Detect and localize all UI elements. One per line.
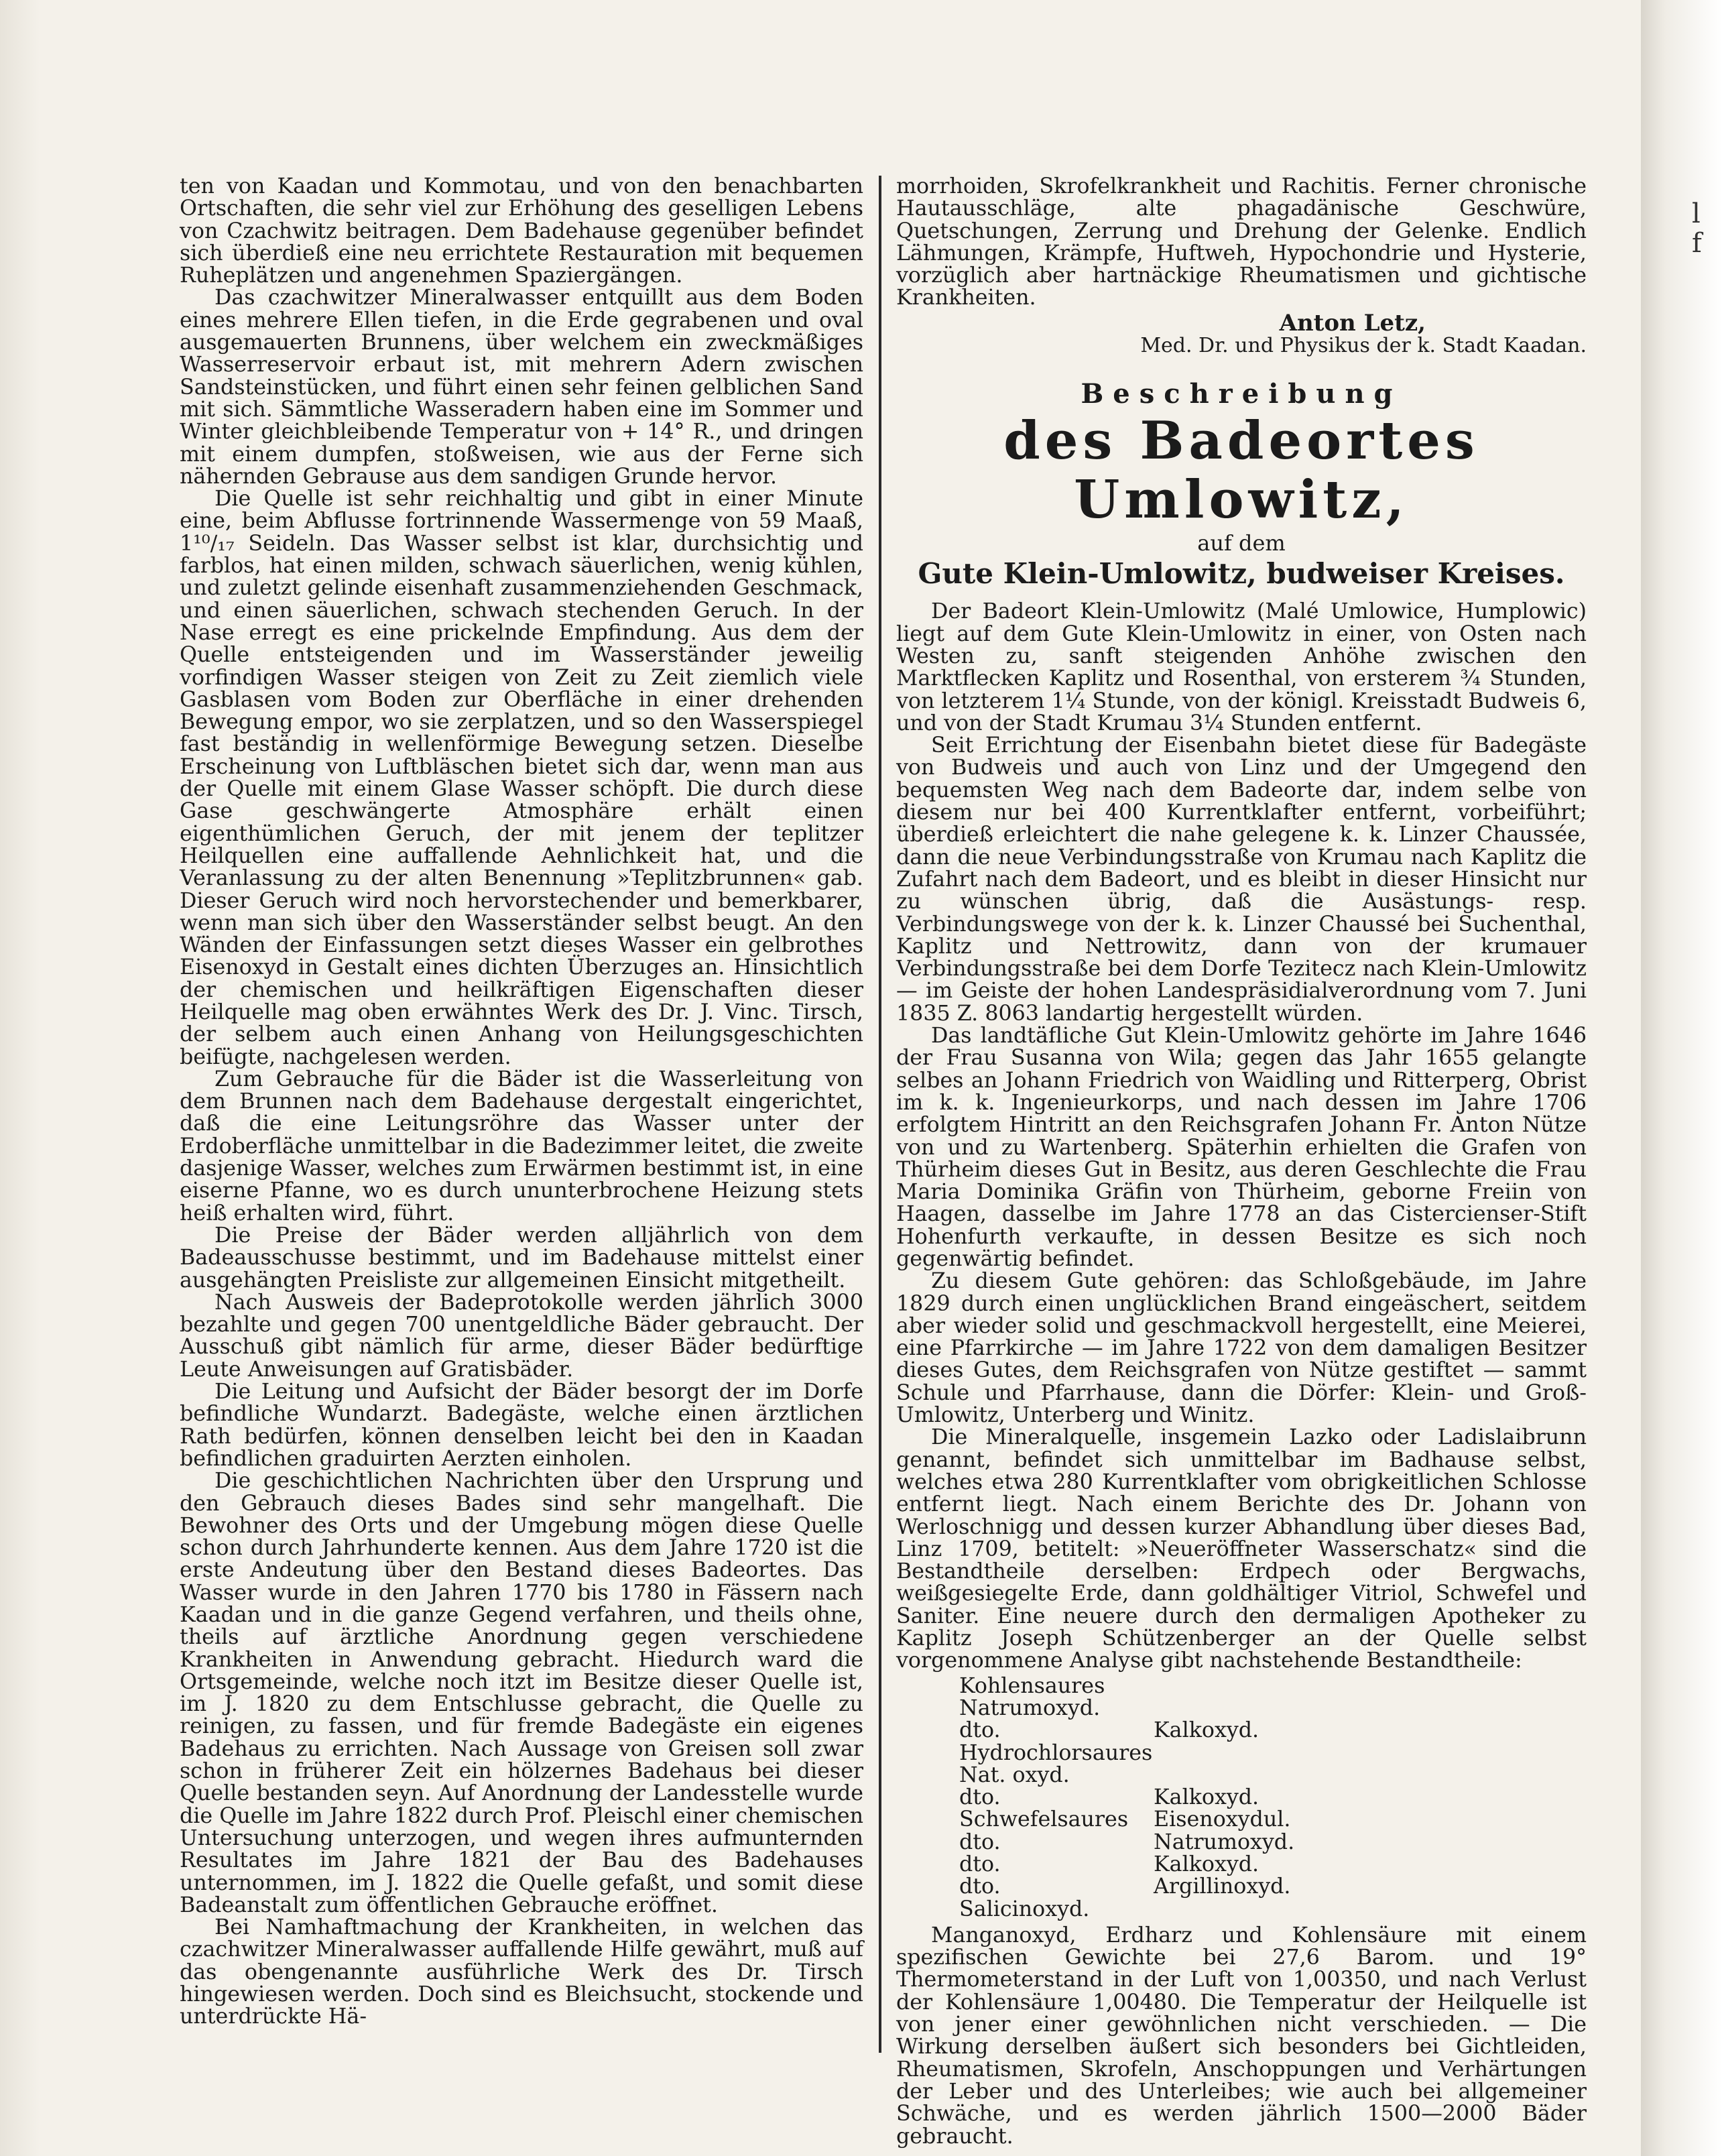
- page-edge-left: [0, 0, 40, 2156]
- list-item: [959, 1720, 1587, 1742]
- adjacent-page-fragment: f: [1692, 228, 1702, 259]
- constituent-name: dto.: [959, 1830, 1001, 1854]
- list-item: [959, 1899, 1587, 1921]
- paragraph: Zu diesem Gute gehören: das Schloßgebäude, im Jahre 1829 durch einen unglücklichen Brand eingeäschert, seitdem aber wieder solid und geschmackvoll hergestellt, eine Meierei, eine Pfarrkirche — im Jahre 1722 von dem damaligen Besitzer dieses Gutes, dem Reichsgrafen von Nütze gestiftet — sammt Schule und Pfarrhause, dann die Dörfer: Klein- und Groß-Umlowitz, Unterberg und Winitz.: [896, 1269, 1587, 1428]
- list-item: [959, 1832, 1587, 1854]
- constituent-name: dto.: [959, 1785, 1001, 1810]
- left-column: [180, 176, 863, 2053]
- paragraph: Manganoxyd, Erdharz und Kohlensäure mit einem spezifischen Gewichte bei 27,6 Barom. und 19° Thermometerstand in der Luft von 1,00350, und nach Verlust der Kohlensäure 1,00480. Die Temperatur der Heilquelle ist von jener einer gewöhnlichen nicht verschieden. — Die Wirkung derselben äußert sich besonders bei Gichtleiden, Rheumatismen, Skrofeln, Anschoppungen und Verhärtungen der Leber und des Unterleibes; wie auch bei allgemeiner Schwäche, und es werden jährlich 1500—2000 Bäder gebraucht.: [896, 1923, 1587, 2149]
- signature-title: Med. Dr. und Physikus der k. Stadt Kaadan.: [1140, 334, 1587, 358]
- list-item: [959, 1787, 1587, 1809]
- list-item: [959, 1809, 1587, 1831]
- paragraph: Die Leitung und Aufsicht der Bäder besorgt der im Dorfe befindliche Wundarzt. Badegäste, welche einen ärztlichen Rath bedürfen, können denselben leicht bei den in Kaadan befindlichen graduirten Aerzten einholen.: [180, 1380, 863, 1471]
- paragraph: Seit Errichtung der Eisenbahn bietet diese für Badegäste von Budweis und auch von Linz und der Umgegend den bequemsten Weg nach dem Badeorte dar, indem selbe von diesem nur bei 400 Kurrentklafter entfernt, vorbeiführt; überdieß erleichtert die nahe gelegene k. k. Linzer Chaussée, dann die neue Verbindungsstraße von Krumau nach Kaplitz die Zufahrt nach dem Badeort, und es bleibt in dieser Hinsicht nur zu wünschen übrig, daß die Ausästungs- resp. Verbindungswege von der k. k. Linzer Chaussé bei Suchenthal, Kaplitz und Nettrowitz, dann von der krumauer Verbindungsstraße bei dem Dorfe Tezitecz nach Klein-Umlowitz — im Geiste der hohen Landespräsidialverordnung vom 7. Juni 1835 Z. 8063 landartig hergestellt würden.: [896, 733, 1587, 1026]
- constituent-compound: Kalkoxyd.: [1154, 1785, 1259, 1810]
- constituent-name: dto.: [959, 1852, 1001, 1876]
- paragraph: Bei Namhaftmachung der Krankheiten, in welchen das czachwitzer Mineralwasser auffallende Hilfe gewährt, muß auf das obengenannte ausführliche Werk des Dr. Tirsch hingewiesen werden. Doch sind es Bleichsucht, stockende und unterdrückte Hä-: [180, 1915, 863, 2029]
- constituent-name: Schwefelsaures: [959, 1807, 1129, 1832]
- paragraph: Zum Gebrauche für die Bäder ist die Wasserleitung von dem Brunnen nach dem Badehause dergestalt eingerichtet, daß die eine Leitungsröhre das Wasser unter der Erdoberfläche unmittelbar in die Badezimmer leitet, die zweite dasjenige Wasser, welches zum Erwärmen bestimmt ist, in eine eiserne Pfanne, wo es durch ununterbrochene Heizung stets heiß erhalten wird, führt.: [180, 1067, 863, 1225]
- constituent-compound: [1154, 1742, 1587, 1787]
- adjacent-page-fragment: l: [1692, 198, 1701, 229]
- paragraph: ten von Kaadan und Kommotau, und von den benachbarten Ortschaften, die sehr viel zur Erhöhung des geselligen Lebens von Czachwitz beitragen. Dem Badehause gegenüber befindet sich überdieß eine neu errichtete Restauration mit bequemen Ruheplätzen und angenehmen Spaziergängen.: [180, 174, 863, 288]
- paragraph: Das landtäfliche Gut Klein-Umlowitz gehörte im Jahre 1646 der Frau Susanna von Wila; gegen das Jahr 1655 gelangte selbes an Johann Friedrich von Waidling und Ritterperg, Obrist im k. k. Ingenieurkorps, und nach dessen im Jahre 1706 erfolgtem Hintritt an den Reichsgrafen Johann Fr. Anton Nütze von und zu Wartenberg. Späterhin erhielten die Grafen von Thürheim dieses Gut in Besitz, aus deren Geschlechte die Frau Maria Dominika Gräfin von Thürheim, geborne Freiin von Haagen, dasselbe im Jahre 1778 an das Cistercienser-Stift Hohenfurth verkaufte, in dessen Besitze es sich noch gegenwärtig befindet.: [896, 1024, 1587, 1271]
- right-column: [896, 174, 1587, 2149]
- list-item: [959, 1876, 1587, 1898]
- paragraph: Der Badeort Klein-Umlowitz (Malé Umlowice, Humplowic) liegt auf dem Gute Klein-Umlowitz in einer, von Osten nach Westen zu, sanft steigenden Anhöhe zwischen den Marktflecken Kaplitz und Rosenthal, von ersterem ¾ Stunden, von letzterem 1¼ Stunde, von der königl. Kreisstadt Budweis 6, und von der Stadt Krumau 3¼ Stunden entfernt.: [896, 599, 1587, 735]
- constituent-name: Kohlensaures Natrumoxyd.: [959, 1673, 1105, 1720]
- heading-line: Beschreibung: [1081, 378, 1402, 410]
- heading-subtitle: Gute Klein-Umlowitz, budweiser Kreises.: [918, 557, 1565, 591]
- list-item: [959, 1854, 1587, 1876]
- constituent-compound: [1154, 1899, 1587, 1921]
- list-item: [959, 1675, 1587, 1720]
- constituent-name: dto.: [959, 1718, 1001, 1743]
- paragraph: Die geschichtlichen Nachrichten über den Ursprung und den Gebrauch dieses Bades sind sehr mangelhaft. Die Bewohner des Orts und der Umgebung mögen diese Quelle schon durch Jahrhunderte kennen. Aus dem Jahre 1720 ist die erste Andeutung über den Bestand dieses Badeortes. Das Wasser wurde in den Jahren 1770 bis 1780 in Fässern nach Kaadan und in die ganze Gegend verfahren, und theils ohne, theils auf ärztliche Anordnung gegen verschiedene Krankheiten in Anwendung gebracht. Hiedurch ward die Ortsgemeinde, welche noch itzt im Besitze dieser Quelle ist, im J. 1820 zu dem Entschlusse gebracht, die Quelle zu reinigen, zu fassen, und für fremde Badegäste ein eigenes Badehaus zu errichten. Nach Aussage von Greisen soll zwar schon in früherer Zeit ein hölzernes Badehaus bei dieser Quelle bestanden seyn. Auf Anordnung der Landesstelle wurde die Quelle im Jahre 1822 durch Prof. Pleischl einer chemischen Untersuchung unterzogen, und wegen ihres aufmunternden Resultates im Jahre 1821 der Bau des Badehauses unternommen, im J. 1822 die Quelle gefaßt, und somit diese Badeanstalt zum öffentlichen Gebrauche eröffnet.: [180, 1469, 863, 1917]
- constituent-compound: [1154, 1675, 1587, 1720]
- constituent-compound: Argillinoxyd.: [1154, 1874, 1291, 1899]
- paragraph: Die Quelle ist sehr reichhaltig und gibt in einer Minute eine, beim Abflusse fortrinnende Wassermenge von 59 Maaß, 1¹⁰/₁₇ Seideln. Das Wasser selbst ist klar, durchsichtig und farblos, hat einen milden, schwach säuerlichen, wenig kühlen, und zuletzt gelinde eisenhaft zusammenziehenden Geschmack, und einen säuerlichen, schwach stechenden Geruch. In der Nase erregt es eine prickelnde Empfindung. Aus dem der Quelle entsteigenden und im Wasserständer jeweilig vorfindigen Wasser steigen von Zeit zu Zeit ziemlich viele Gasblasen vom Boden zur Oberfläche in einer drehenden Bewegung empor, wo sie zerplatzen, und so den Wasserspiegel fast beständig in wellenförmige Bewegung setzen. Dieselbe Erscheinung von Luftbläschen bietet sich dar, wenn man aus der Quelle mit einem Glase Wasser schöpft. Die durch diese Gase geschwängerte Atmosphäre erhält einen eigenthümlichen Geruch, der mit jenem der teplitzer Heilquellen eine auffallende Aehnlichkeit hat, und die Veranlassung zu der alten Benennung »Teplitzbrunnen« gab. Dieser Geruch wird noch hervorstechender und bemerkbarer, wenn man sich über den Wasserständer selbst beugt. An den Wänden der Einfassungen setzt dieses Wasser ein gelbrothes Eisenoxyd in Gestalt eines dichten Überzuges an. Hinsichtlich der chemischen und heilkräftigen Eigenschaften dieser Heilquelle mag oben erwähntes Werk des Dr. J. Vinc. Tirsch, der selbem auch einen Anhang von Heilungsgeschichten beifügte, nachgelesen werden.: [180, 487, 863, 1069]
- paragraph: Nach Ausweis der Badeprotokolle werden jährlich 3000 bezahlte und gegen 700 unentgeldliche Bäder gebraucht. Der Ausschuß gibt nämlich für arme, dieser Bäder bedürftige Leute Anweisungen auf Gratisbäder.: [180, 1290, 863, 1382]
- heading-title: des Badeortes Umlowitz,: [1003, 410, 1479, 531]
- constituent-compound: Kalkoxyd.: [1154, 1852, 1259, 1876]
- constituent-name: Hydrochlorsaures Nat. oxyd.: [959, 1740, 1153, 1787]
- paragraph: Die Mineralquelle, insgemein Lazko oder Ladislaibrunn genannt, befindet sich unmittelbar im Badhause selbst, welches etwa 280 Kurrentklafter vom obrigkeitlichen Schlosse entfernt liegt. Nach einem Berichte des Dr. Johann von Werloschnigg und dessen kurzer Abhandlung über dieses Bad, Linz 1709, betitelt: »Neueröffneter Wasserschatz« sind die Bestandtheile derselben: Erdpech oder Bergwachs, weißgesiegelte Erde, dann goldhältiger Vitriol, Schwefel und Saniter. Eine neuere durch den dermaligen Apotheker zu Kaplitz Joseph Schützenberger an der Quelle selbst vorgenommene Analyse gibt nachstehende Bestandtheile:: [896, 1425, 1587, 1673]
- paragraph: Das czachwitzer Mineralwasser entquillt aus dem Boden eines mehrere Ellen tiefen, in die Erde gegrabenen und oval ausgemauerten Brunnens, über welchem ein zweckmäßiges Wasserreservoir erbaut ist, mit mehrern Adern zwischen Sandsteinstücken, und führt einen sehr feinen gelblichen Sand mit sich. Sämmtliche Wasseradern haben eine im Sommer und Winter gleichbleibende Temperatur von + 14° R., und dringen mit einem dumpfen, stoßweisen, wie aus der Ferne sich nähernden Gebrause aus dem sandigen Grunde hervor.: [180, 286, 863, 489]
- paragraph: morrhoiden, Skrofelkrankheit und Rachitis. Ferner chronische Hautausschläge, alte phagadänische Geschwüre, Quetschungen, Zerrung und Drehung der Gelenke. Endlich Lähmungen, Krämpfe, Huftweh, Hypochondrie und Hysterie, vorzüglich aber hartnäckige Rheumatismen und gichtische Krankheiten.: [896, 174, 1587, 310]
- page-edge-right: [1641, 0, 1722, 2156]
- section-heading: [896, 377, 1587, 591]
- constituent-compound: Kalkoxyd.: [1154, 1718, 1259, 1743]
- constituent-name: Salicinoxyd.: [959, 1897, 1090, 1921]
- constituent-compound: Eisenoxydul.: [1154, 1807, 1291, 1832]
- heading-line: auf dem: [1197, 530, 1286, 556]
- constituent-name: dto.: [959, 1874, 1001, 1899]
- constituents-list: [896, 1675, 1587, 1921]
- signature: [896, 309, 1587, 358]
- column-divider: [879, 176, 881, 2053]
- paragraph: Die Preise der Bäder werden alljährlich von dem Badeausschusse bestimmt, und im Badehause mittelst einer ausgehängten Preisliste zur allgemeinen Einsicht mitgetheilt.: [180, 1223, 863, 1293]
- signature-name: Anton Letz,: [1279, 309, 1426, 337]
- constituent-compound: Natrumoxyd.: [1154, 1830, 1295, 1854]
- list-item: [959, 1742, 1587, 1787]
